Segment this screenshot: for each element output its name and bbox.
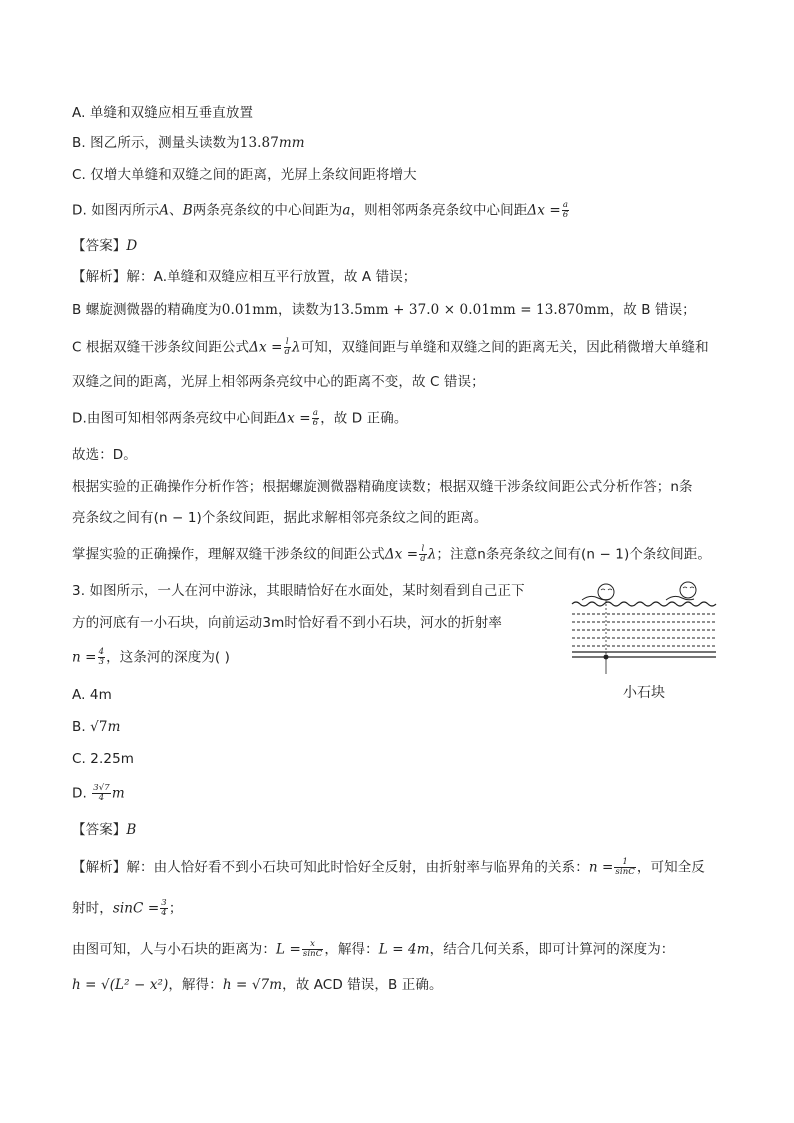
explanation-line-3: C 根据双缝干涉条纹间距公式Δx = $\frac{l}{d}$ λ可知，双缝间距与单缝和双缝之间的距离无关，因此稍微增大单缝和	[72, 337, 709, 357]
explanation-line-2: B 螺旋测微器的精确度为0.01mm，读数为13.5mm + 37.0 × 0.01mm = 13.870mm，故 B 错误；	[72, 302, 696, 318]
q3-explanation-line-1: 【解析】解：由人恰好看不到小石块可知此时恰好全反射，由折射率与临界角的关系：n = $\frac{1}{\sin C}$ ，可知全反	[72, 857, 705, 877]
question-3-line-3: n = $\frac{4}{3}$ ，这条河的深度为( )	[72, 647, 231, 667]
fraction: $\frac{a}{6}$	[562, 200, 569, 220]
river-figure	[568, 578, 720, 704]
q3-explanation-line-4: h = √(L² − x²)，解得：h = √7m，故 ACD 错误，B 正确。	[72, 977, 443, 993]
explanation-line-5: D.由图可知相邻两条亮纹中心间距Δx = $\frac{a}{6}$ ，故 D 正确。	[72, 408, 408, 428]
master-line: 掌握实验的正确操作，理解双缝干涉条纹的间距公式Δx = $\frac{l}{d}$ λ；注意n条亮条纹之间有(n − 1)个条纹间距。	[72, 544, 711, 564]
option-a: A. 单缝和双缝应相互垂直放置	[72, 105, 254, 121]
question-3-line-1: 3. 如图所示，一人在河中游泳，其眼睛恰好在水面处，某时刻看到自己正下	[72, 583, 525, 599]
q3-option-b: B. √7m	[72, 719, 121, 735]
option-b: B. 图乙所示，测量头读数为13.87mm	[72, 135, 305, 151]
q3-answer-line: 【答案】B	[72, 822, 137, 838]
q3-explanation-line-3: 由图可知，人与小石块的距离为：L = $\frac{x}{\sin C}$ ，解得：L = 4m，结合几何关系，即可计算河的深度为：	[72, 939, 675, 959]
q3-option-c: C. 2.25m	[72, 751, 135, 767]
q3-option-d: D. $\frac{3√7}{4}$ m	[72, 783, 125, 803]
explanation-line-4: 双缝之间的距离，光屏上相邻两条亮纹中心的距离不变，故 C 错误；	[72, 374, 485, 390]
option-c: C. 仅增大单缝和双缝之间的距离，光屏上条纹间距将增大	[72, 167, 417, 183]
summary-line-2: 亮条纹之间有(n − 1)个条纹间距，据此求解相邻亮条纹之间的距离。	[72, 510, 488, 526]
choose-line: 故选：D。	[72, 447, 137, 463]
answer-line: 【答案】D	[72, 238, 138, 254]
question-3-line-2: 方的河底有一小石块，向前运动3m时恰好看不到小石块，河水的折射率	[72, 615, 502, 631]
water-layers	[572, 614, 716, 646]
stone-dot	[604, 655, 609, 660]
option-d: D. 如图丙所示A、B两条亮条纹的中心间距为a，则相邻两条亮条纹中心间距Δx = $\frac{a}{6}$	[72, 200, 569, 220]
explanation-line-1: 【解析】解：A.单缝和双缝应相互平行放置，故 A 错误；	[72, 269, 417, 285]
water-surface	[572, 602, 716, 606]
summary-line-1: 根据实验的正确操作分析作答；根据螺旋测微器精确度读数；根据双缝干涉条纹间距公式分析作答；n条	[72, 479, 693, 495]
q3-explanation-line-2: 射时，sinC = $\frac{3}{4}$ ；	[72, 898, 183, 918]
swimmer-icon	[666, 582, 696, 600]
q3-option-a: A. 4m	[72, 687, 112, 703]
swimmer-icon	[582, 584, 614, 600]
stone-label: 小石块	[623, 685, 665, 701]
river-diagram	[568, 578, 720, 682]
